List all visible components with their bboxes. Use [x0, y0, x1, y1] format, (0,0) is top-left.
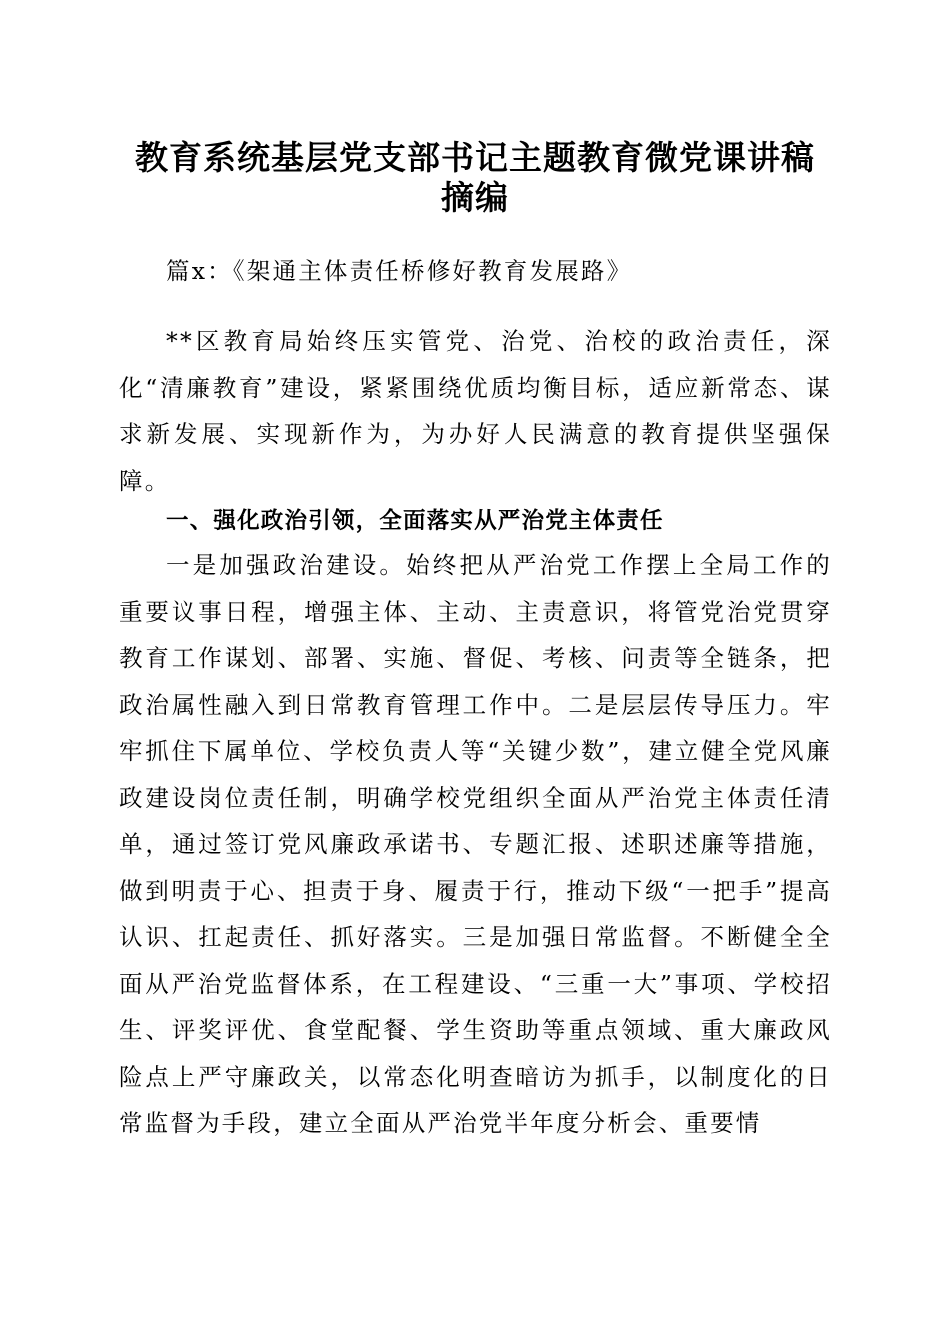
document-title-line-1: 教育系统基层党支部书记主题教育微党课讲稿 — [135, 138, 815, 177]
article-subtitle: 篇x：《架通主体责任桥修好教育发展路》 — [166, 257, 633, 285]
document-title-line-2: 摘编 — [441, 178, 509, 217]
intro-paragraph: **区教育局始终压实管党、治党、治校的政治责任，深化“清廉教育”建设，紧紧围绕优质均衡目标，适应新常态、谋求新发展、实现新作为，为办好人民满意的教育提供坚强保障。 — [119, 327, 832, 495]
section-heading: 一、强化政治引领，全面落实从严治党主体责任 — [166, 508, 664, 534]
body-paragraph: 一是加强政治建设。始终把从严治党工作摆上全局工作的重要议事日程，增强主体、主动、主责意识，将管党治党贯穿教育工作谋划、部署、实施、督促、考核、问责等全链条，把政治属性融入到日常教育管理工作中。二是层层传导压力。牢牢抓住下属单位、学校负责人等“关键少数”，建立健全党风廉政建设岗位责任制，明确学校党组织全面从严治党主体责任清单，通过签订党风廉政承诺书、专题汇报、述职述廉等措施，做到明责于心、担责于身、履责于行，推动下级“一把手”提高认识、扛起责任、抓好落实。三是加强日常监督。不断健全全面从严治党监督体系，在工程建设、“三重一大”事项、学校招生、评奖评优、食堂配餐、学生资助等重点领域、重大廉政风险点上严守廉政关，以常态化明查暗访为抓手，以制度化的日常监督为手段，建立全面从严治党半年度分析会、重要情 — [119, 551, 832, 1137]
